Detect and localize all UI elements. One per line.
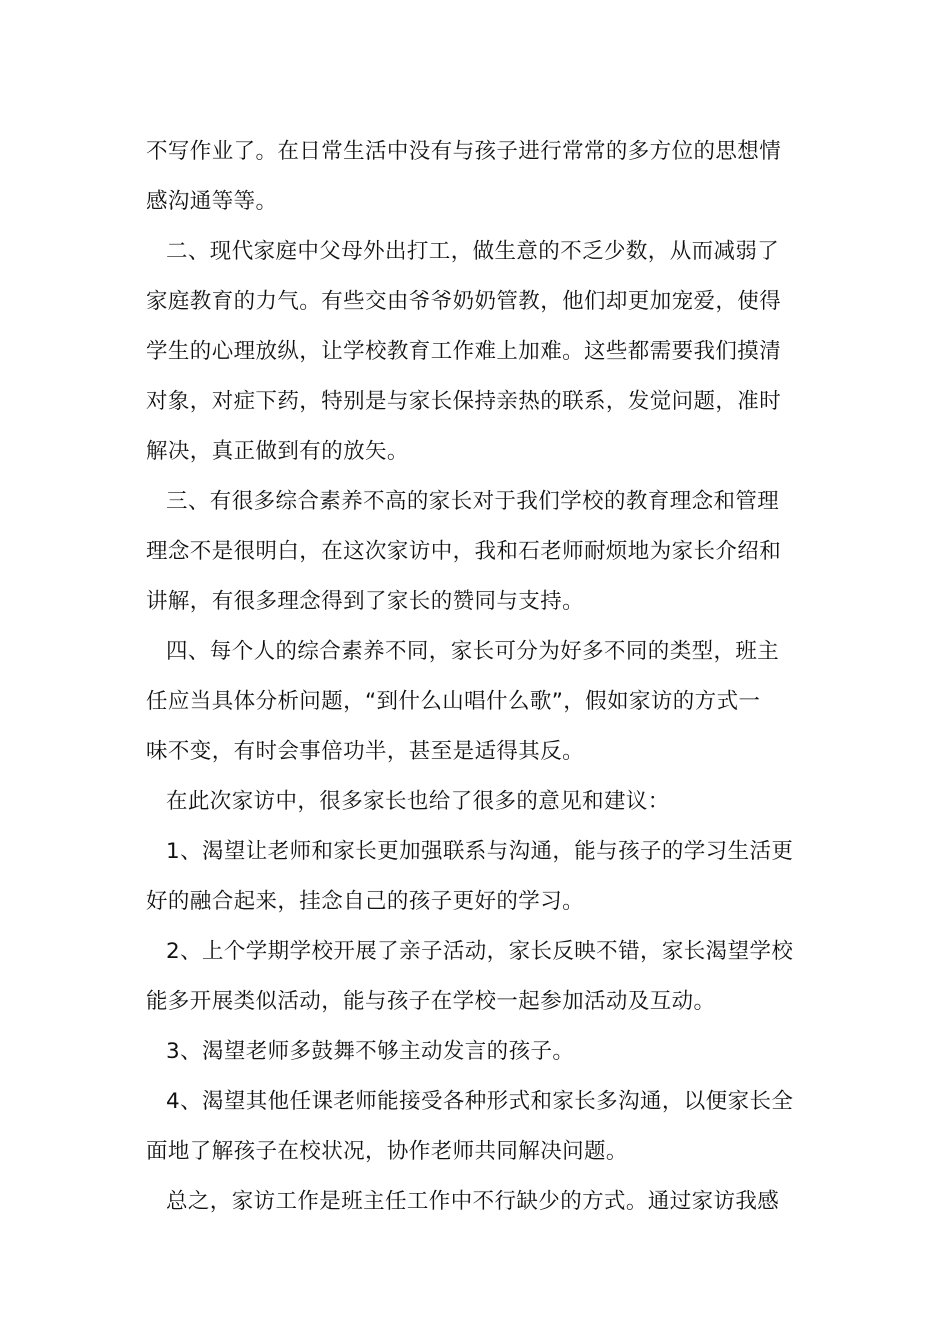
text-line: 解决，真正做到有的放矢。 bbox=[146, 439, 409, 464]
text-line: 3、渴望老师多鼓舞不够主动发言的孩子。 bbox=[166, 1039, 575, 1064]
text-line: 面地了解孩子在校状况，协作老师共同解决问题。 bbox=[146, 1139, 628, 1164]
text-line: 在此次家访中，很多家长也给了很多的意见和建议： bbox=[166, 789, 670, 814]
text-line: 二、现代家庭中父母外出打工，做生意的不乏少数，从而减弱了 bbox=[166, 239, 780, 264]
text-line: 家庭教育的力气。有些交由爷爷奶奶管教，他们却更加宠爱，使得 bbox=[146, 289, 782, 314]
text-line: 总之，家访工作是班主任工作中不行缺少的方式。通过家访我感 bbox=[166, 1189, 780, 1214]
text-line: 4、渴望其他任课老师能接受各种形式和家长多沟通，以便家长全 bbox=[166, 1089, 794, 1114]
text-line: 1、渴望让老师和家长更加强联系与沟通，能与孩子的学习生活更 bbox=[166, 839, 794, 864]
text-line: 讲解，有很多理念得到了家长的赞同与支持。 bbox=[146, 589, 585, 614]
text-line: 味不变，有时会事倍功半，甚至是适得其反。 bbox=[146, 739, 585, 764]
text-line: 理念不是很明白，在这次家访中，我和石老师耐烦地为家长介绍和 bbox=[146, 539, 782, 564]
text-line: 对象，对症下药，特别是与家长保持亲热的联系，发觉问题，准时 bbox=[146, 389, 782, 414]
text-line: 好的融合起来，挂念自己的孩子更好的学习。 bbox=[146, 889, 585, 914]
text-line: 能多开展类似活动，能与孩子在学校一起参加活动及互动。 bbox=[146, 989, 716, 1014]
text-line: 四、每个人的综合素养不同，家长可分为好多不同的类型，班主 bbox=[166, 639, 780, 664]
text-line: 学生的心理放纵，让学校教育工作难上加难。这些都需要我们摸清 bbox=[146, 339, 782, 364]
text-line: 2、上个学期学校开展了亲子活动，家长反映不错，家长渴望学校 bbox=[166, 939, 794, 964]
text-line: 不写作业了。在日常生活中没有与孩子进行常常的多方位的思想情 bbox=[146, 139, 782, 164]
text-line: 三、有很多综合素养不高的家长对于我们学校的教育理念和管理 bbox=[166, 489, 780, 514]
text-line: 感沟通等等。 bbox=[146, 189, 278, 214]
text-line: 任应当具体分析问题，“到什么山唱什么歌”，假如家访的方式一 bbox=[146, 689, 761, 714]
